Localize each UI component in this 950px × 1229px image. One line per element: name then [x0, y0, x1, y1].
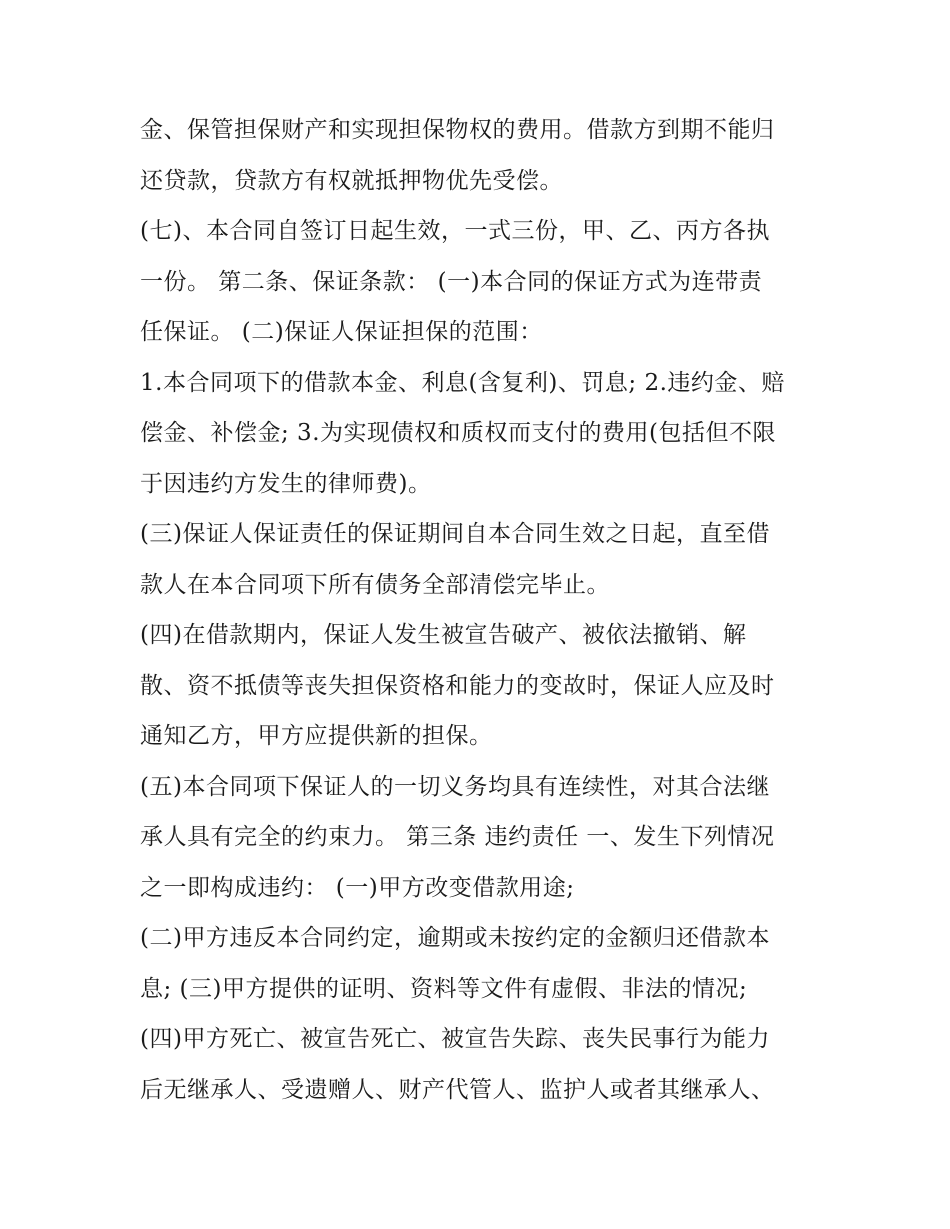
text-line: 息; (三)甲方提供的证明、资料等文件有虚假、非法的情况; — [140, 975, 748, 1002]
text-line: 任保证。 (二)保证人保证担保的范围： — [140, 319, 543, 345]
text-line: (七)、本合同自签订日起生效，一式三份，甲、乙、丙方各执 — [140, 218, 770, 244]
text-line: 金、保管担保财产和实现担保物权的费用。借款方到期不能归 — [140, 117, 775, 143]
text-line: 散、资不抵债等丧失担保资格和能力的变故时，保证人应及时 — [140, 672, 775, 699]
text-line: 偿金、补偿金; 3.为实现债权和质权而支付的费用(包括但不限 — [140, 420, 776, 446]
text-line: 还贷款，贷款方有权就抵押物优先受偿。 — [140, 167, 563, 194]
text-line: (三)保证人保证责任的保证期间自本合同生效之日起，直至借 — [140, 521, 770, 547]
text-line: (四)在借款期内，保证人发生被宣告破产、被依法撤销、解 — [140, 622, 747, 648]
contract-text — [140, 105, 810, 1115]
text-line: 通知乙方，甲方应提供新的担保。 — [140, 723, 493, 749]
text-line: 之一即构成违约： (一)甲方改变借款用途; — [140, 874, 575, 901]
text-line: 一份。 第二条、保证条款： (一)本合同的保证方式为连带责 — [140, 268, 763, 295]
text-line: 于因违约方发生的律师费)。 — [140, 470, 432, 497]
text-line: (四)甲方死亡、被宣告死亡、被宣告失踪、丧失民事行为能力 — [140, 1026, 770, 1052]
text-line: 后无继承人、受遗赠人、财产代管人、监护人或者其继承人、 — [140, 1076, 775, 1103]
text-line: (二)甲方违反本合同约定，逾期或未按约定的金额归还借款本 — [140, 925, 770, 951]
text-line: 承人具有完全的约束力。 第三条 违约责任 一、发生下列情况 — [140, 824, 775, 850]
text-line: (五)本合同项下保证人的一切义务均具有连续性，对其合法继 — [140, 773, 770, 800]
text-line: 1.本合同项下的借款本金、利息(含复利)、罚息; 2.违约金、赔 — [140, 369, 785, 396]
text-line: 款人在本合同项下所有债务全部清偿完毕止。 — [140, 571, 610, 598]
